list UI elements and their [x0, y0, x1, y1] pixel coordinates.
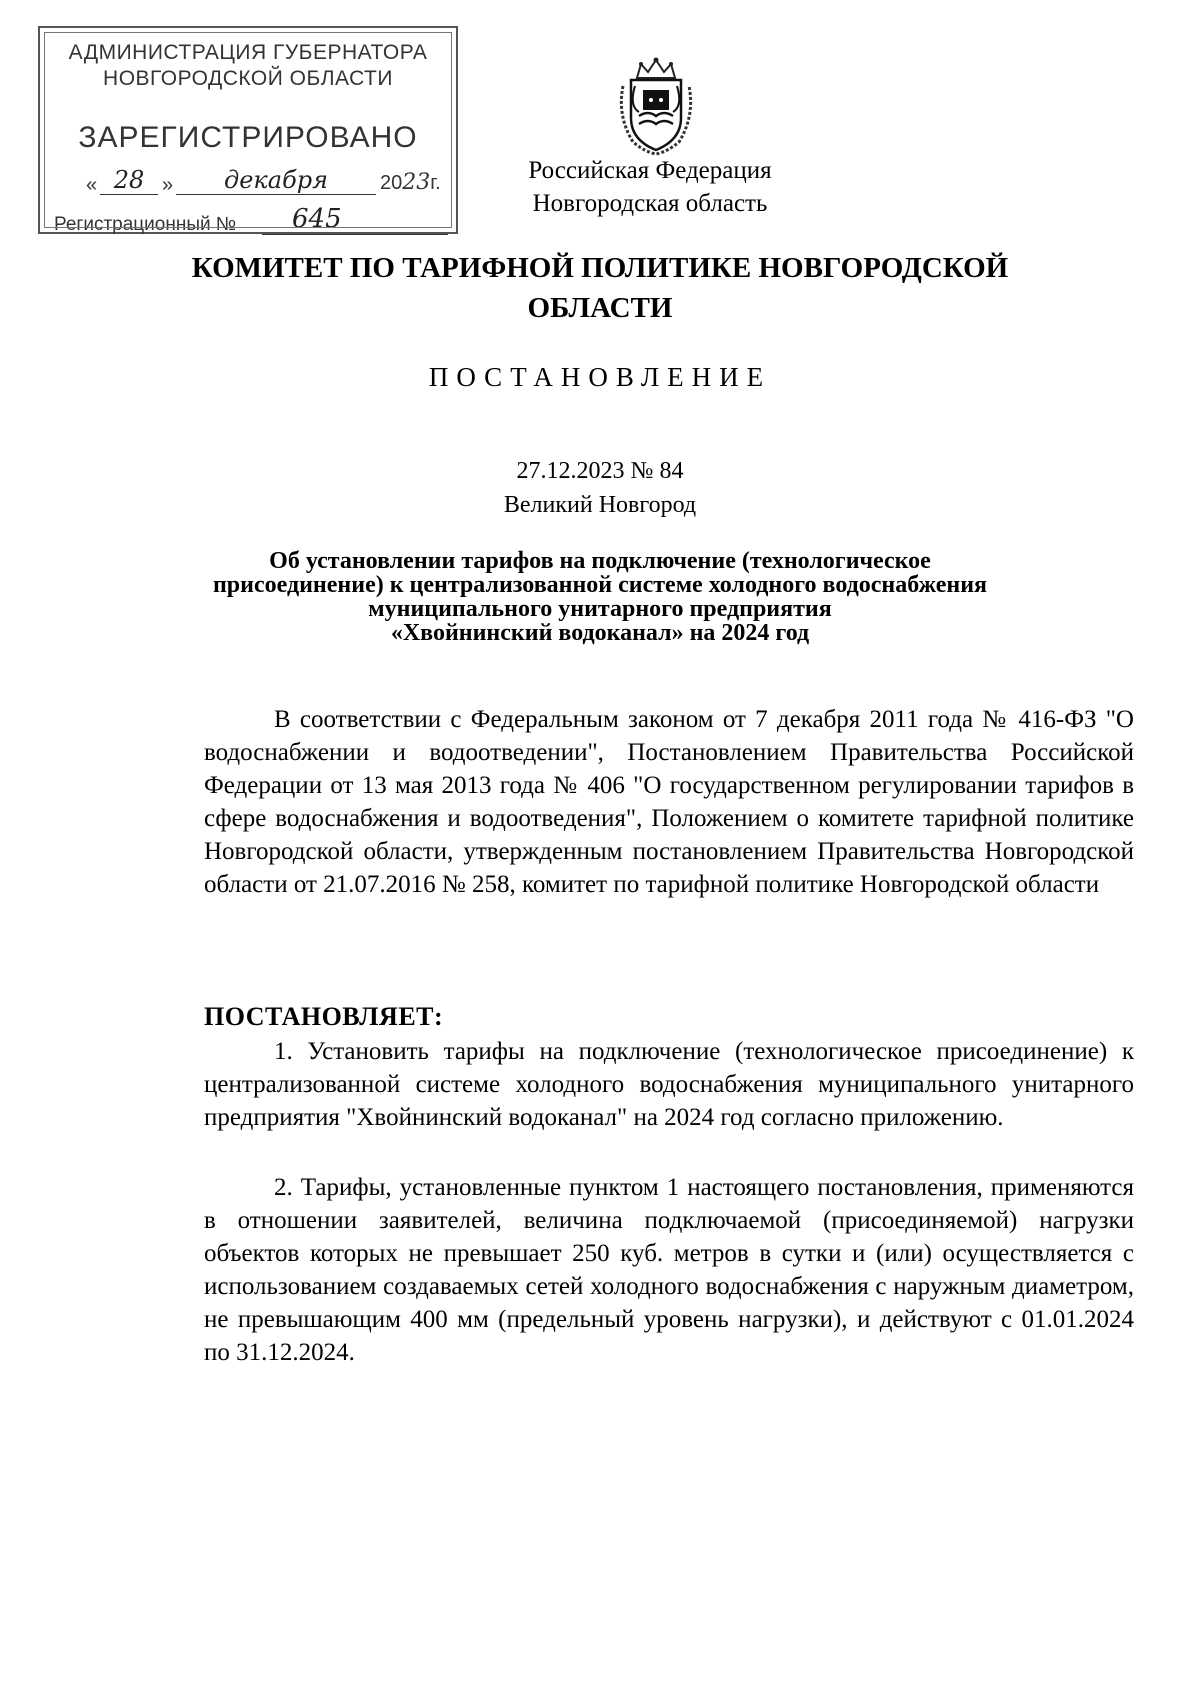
stamp-org-line2: НОВГОРОДСКОЙ ОБЛАСТИ — [103, 67, 393, 90]
stamp-reg-number: 645 — [262, 204, 448, 235]
stamp-reg-label: Регистрационный № — [54, 214, 237, 235]
stamp-date — [80, 168, 460, 202]
clause-2: 2. Тарифы, установленные пунктом 1 настоящего постановления, применяются в отношении заявителей, величина подключаемой (присоединяемой) нагрузки объектов которых не превышает 250 куб. метров в сутки и (или) осуществляется с использованием создаваемых сетей холодного водоснабжения с наружным диаметром, не превышающим 400 мм (предельный уровень нагрузки), и действуют с 01.01.2024 по 31.12.2024. — [204, 1174, 1134, 1366]
intro-paragraph: В соответствии с Федеральным законом от 7 декабря 2011 года № 416-ФЗ "О водоснабжении и водоотведении", Постановлением Правительства Российской Федерации от 13 мая 2013 года № 406 "О государственном регулировании тарифов в сфере водоснабжения и водоотведения", Положением о комитете тарифной политике Новгородской области, утвержденным постановлением Правительства Новгородской области от 21.07.2016 № 258, комитет по тарифной политике Новгородской области — [204, 706, 1134, 898]
stamp-date-open-quote: « — [86, 174, 98, 196]
stamp-date-month: декабря — [176, 166, 376, 195]
clause-1: 1. Установить тарифы на подключение (технологическое присоединение) к централизованной системе холодного водоснабжения муниципального унитарного предприятия "Хвойнинский водоканал" на 2024 год согласно приложению. — [204, 1038, 1134, 1131]
stamp-date-year — [380, 170, 441, 195]
document-date-number: 27.12.2023 № 84 — [516, 458, 684, 484]
stamp-date-year-prefix: 20 — [380, 172, 403, 194]
title-line3: муниципального унитарного предприятия — [368, 596, 832, 622]
document-city: Великий Новгород — [503, 492, 697, 518]
stamp-date-day: 28 — [100, 166, 158, 195]
document-type: ПОСТАНОВЛЕНИЕ — [428, 362, 772, 392]
coat-of-arms-icon — [615, 56, 697, 156]
stamp-status: ЗАРЕГИСТРИРОВАНО — [78, 121, 418, 154]
committee-name-line2: ОБЛАСТИ — [527, 292, 673, 324]
stamp-organization — [40, 40, 456, 92]
region-name: Новгородская область — [532, 190, 768, 217]
committee-name — [100, 248, 1100, 328]
title-line1: Об установлении тарифов на подключение (технологическое — [269, 548, 931, 574]
registration-stamp — [38, 26, 458, 234]
stamp-date-year-suffix: г. — [430, 172, 441, 194]
title-line4: «Хвойнинский водоканал» на 2024 год — [390, 620, 810, 646]
committee-name-line1: КОМИТЕТ ПО ТАРИФНОЙ ПОЛИТИКЕ НОВГОРОДСКОЙ — [191, 252, 1009, 284]
stamp-org-line1: АДМИНИСТРАЦИЯ ГУБЕРНАТОРА — [68, 41, 428, 64]
title-line2: присоединение) к централизованной системе холодного водоснабжения — [212, 572, 988, 598]
resolves-heading: ПОСТАНОВЛЯЕТ: — [204, 1002, 444, 1031]
stamp-date-year-hand: 23 — [402, 170, 431, 195]
country-name: Российская Федерация — [528, 157, 772, 184]
document-title — [180, 549, 1020, 645]
stamp-date-close-quote: » — [162, 174, 174, 196]
